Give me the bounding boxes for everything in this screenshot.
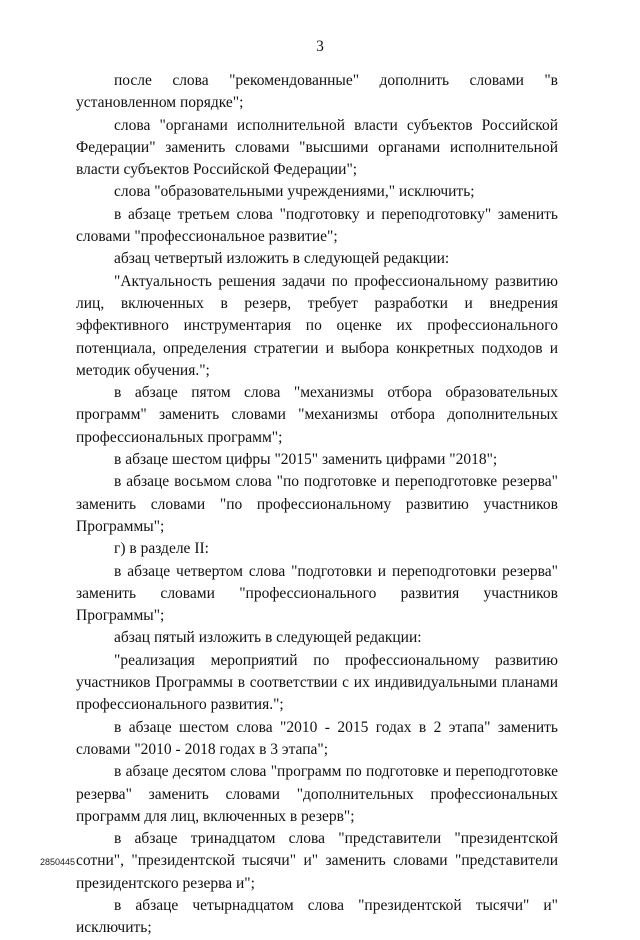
- paragraph: "Актуальность решения задачи по профессиональному развитию лиц, включенных в резерв, требует разработки и внедрения эффективного инструментария по оценке их профессионального потенциала, определения стратегии и выбора конкретных подходов и методик обучения.";: [76, 272, 558, 379]
- paragraph: г) в разделе II:: [114, 540, 209, 558]
- paragraph: абзац пятый изложить в следующей редакции:: [114, 629, 422, 647]
- paragraph: в абзаце тринадцатом слова "представители "президентской сотни", "президентской тысячи" и" заменить словами "представители президентского резерва и";: [76, 830, 558, 892]
- document-body: [76, 70, 558, 940]
- page-number: 3: [316, 38, 324, 55]
- paragraph: слова "органами исполнительной власти субъектов Российской Федерации" заменить словами "высшими органами исполнительной власти субъектов Российской Федерации";: [76, 116, 558, 179]
- paragraph: в абзаце пятом слова "механизмы отбора образовательных программ" заменить словами "механизмы отбора дополнительных профессиональных программ";: [76, 384, 558, 446]
- paragraph: абзац четвертый изложить в следующей редакции:: [114, 250, 450, 268]
- paragraph: в абзаце шестом цифры "2015" заменить цифрами "2018";: [114, 451, 498, 469]
- paragraph: после слова "рекомендованные" дополнить словами "в установленном порядке";: [76, 72, 558, 112]
- paragraph: в абзаце третьем слова "подготовку и переподготовку" заменить словами "профессиональное развитие";: [76, 205, 558, 246]
- document-code: 2850445: [40, 857, 76, 867]
- paragraph: слова "образовательными учреждениями," исключить;: [114, 183, 475, 201]
- paragraph: в абзаце четырнадцатом слова "президентской тысячи" и" исключить;: [76, 896, 558, 937]
- paragraph: "реализация мероприятий по профессиональному развитию участников Программы в соответствии с их индивидуальными планами профессионального развития.";: [76, 651, 558, 714]
- paragraph: в абзаце десятом слова "программ по подготовке и переподготовке резерва" заменить словами "дополнительных профессиональных программ для лиц, включенных в резерв";: [76, 763, 558, 825]
- paragraph: в абзаце восьмом слова "по подготовке и переподготовке резерва" заменить словами "по профессиональному развитию участников Программы";: [76, 473, 558, 535]
- paragraph: в абзаце шестом слова "2010 - 2015 годах в 2 этапа" заменить словами "2010 - 2018 годах в 3 этапа";: [76, 718, 558, 758]
- paragraph: в абзаце четвертом слова "подготовки и переподготовки резерва" заменить словами "профессионального развития участников Программы";: [76, 562, 558, 625]
